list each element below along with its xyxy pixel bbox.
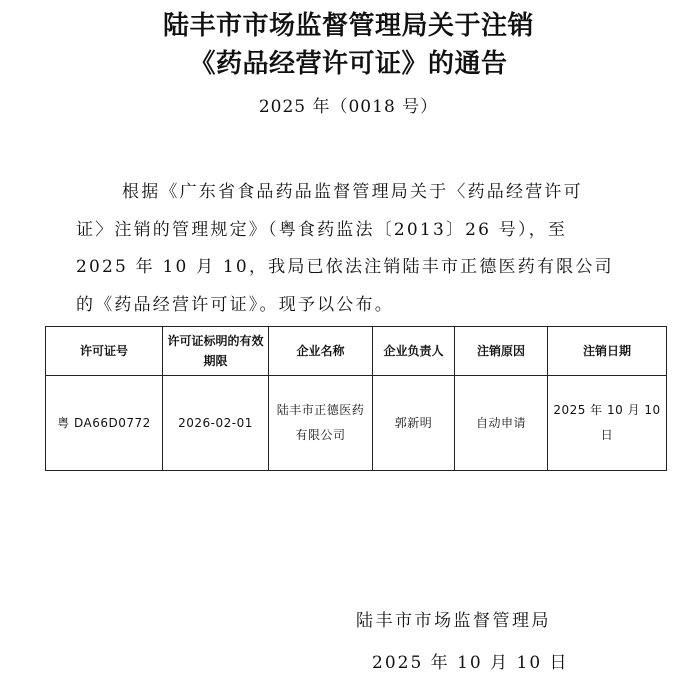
- header-revocation-date: 注销日期: [548, 327, 667, 376]
- table-header-row: [46, 327, 667, 376]
- header-validity-period: 许可证标明的有效期限: [163, 327, 269, 376]
- header-person-in-charge: 企业负责人: [373, 327, 455, 376]
- notice-body: [76, 174, 638, 324]
- cell-person-in-charge: 郭新明: [373, 376, 455, 471]
- notice-title-line-1: 陆丰市市场监督管理局关于注销: [162, 11, 534, 41]
- body-line: 根据《广东省食品药品监督管理局关于〈药品经营许可: [122, 182, 583, 202]
- issuing-authority: 陆丰市市场监督管理局: [356, 611, 551, 631]
- header-license-number: 许可证号: [46, 327, 163, 376]
- body-line: 2025 年 10 月 10，我局已依法注销陆丰市正德医药有限公司: [76, 257, 614, 277]
- cell-license-number: 粤 DA66D0772: [46, 376, 163, 471]
- table-row: [46, 376, 667, 471]
- revocation-table: [45, 326, 667, 471]
- body-line: 的《药品经营许可证》。现予以公布。: [76, 294, 394, 315]
- cell-company-name: 陆丰市正德医药有限公司: [269, 376, 373, 471]
- cell-revocation-reason: 自动申请: [455, 376, 548, 471]
- header-revocation-reason: 注销原因: [455, 327, 548, 376]
- cell-revocation-date: 2025 年 10 月 10 日: [548, 376, 667, 471]
- issue-date: 2025 年 10 月 10 日: [372, 653, 569, 673]
- header-company-name: 企业名称: [269, 327, 373, 376]
- cell-validity-period: 2026-02-01: [163, 376, 269, 471]
- document-number: 2025 年（0018 号）: [258, 97, 439, 117]
- body-line: 证〉注销的管理规定》（粤食药监法〔2013〕26 号），至: [76, 219, 568, 240]
- notice-title-line-2: 《药品经营许可证》的通告: [189, 49, 508, 79]
